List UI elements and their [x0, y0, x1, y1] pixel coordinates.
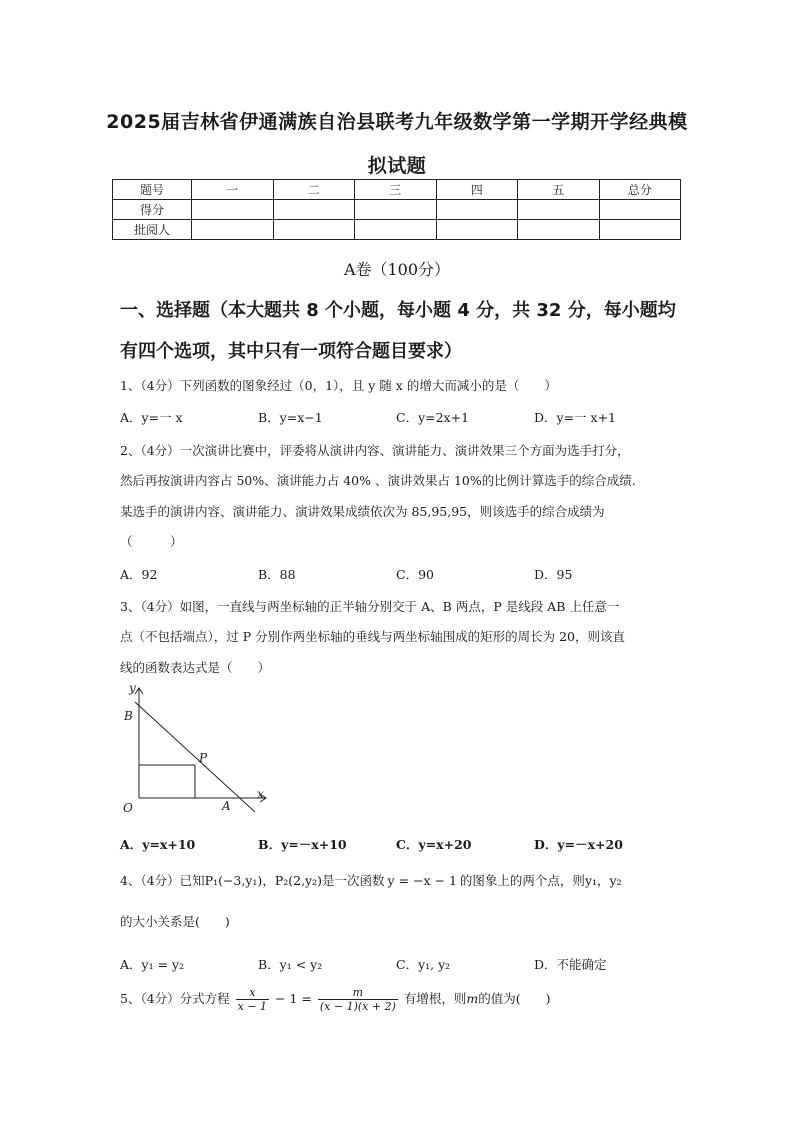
title-line-2: 拟试题 [367, 155, 427, 177]
table-header-cell: 一 [192, 180, 274, 200]
score-cell[interactable] [355, 220, 437, 240]
q5-prefix: 5、（4分）分式方程 [120, 991, 230, 1006]
score-cell[interactable] [599, 200, 681, 220]
score-cell[interactable] [436, 200, 518, 220]
q5-fraction-1-denominator: x − 1 [237, 1000, 268, 1013]
q4-suffix: 的图象上的两个点，则 [459, 873, 585, 888]
q2-line-4: （ ） [120, 534, 183, 549]
q3-line-3: 线的函数表达式是（ ） [120, 660, 271, 675]
q1-option-d[interactable]: D．y=一 x+1 [534, 410, 617, 425]
q2-option-b[interactable]: B．88 [258, 567, 296, 582]
score-table-row [113, 220, 681, 240]
q5-minus-one: − 1 = [275, 991, 312, 1006]
q4-function: y = −x − 1 [387, 873, 457, 888]
table-header-cell: 总分 [599, 180, 681, 200]
label-y: y [129, 681, 136, 695]
score-table [112, 179, 681, 240]
q4-point-2: P₂(2,y₂) [274, 873, 323, 888]
q4-vars: y₁，y₂ [584, 873, 622, 888]
q2-line-3: 某选手的演讲内容、演讲能力、演讲效果成绩依次为 85,95,95，则该选手的综合成绩为 [120, 504, 605, 519]
score-cell[interactable] [599, 220, 681, 240]
q5-fraction-2 [318, 986, 398, 1013]
q2-line-1: 2、（4分）一次演讲比赛中，评委将从演讲内容、演讲能力、演讲效果三个方面为选手打分， [120, 443, 630, 458]
part-one-heading-line-1: 一、选择题（本大题共 8 个小题，每小题 4 分，共 32 分，每小题均 [120, 300, 676, 321]
table-header-cell: 五 [518, 180, 600, 200]
q2-option-a[interactable]: A．92 [120, 567, 158, 582]
q2-option-d[interactable]: D．95 [534, 567, 573, 582]
q4-option-b[interactable]: B．y₁ < y₂ [258, 957, 323, 972]
score-cell[interactable] [273, 220, 355, 240]
q4-mid: 是一次函数 [322, 873, 385, 888]
score-cell[interactable] [518, 200, 600, 220]
label-p: P [199, 751, 208, 765]
score-cell[interactable] [518, 220, 600, 240]
q5-fraction-2-denominator: (x − 1)(x + 2) [319, 1000, 396, 1013]
q4-line-2: 的大小关系是( ) [120, 914, 230, 929]
q4-prefix: 4、（4分）已知 [120, 873, 205, 888]
q4-option-c[interactable]: C．y₁, y₂ [396, 957, 451, 972]
q4-option-d[interactable]: D．不能确定 [534, 957, 607, 972]
q3-option-a[interactable]: A．y=x+10 [120, 837, 196, 852]
score-table-header-row [113, 180, 681, 200]
q5-suffix: 有增根，则 [403, 991, 467, 1006]
title-line-1: 2025届吉林省伊通满族自治县联考九年级数学第一学期开学经典模 [106, 111, 688, 133]
label-a: A [222, 799, 231, 813]
score-table-row [113, 200, 681, 220]
score-cell[interactable] [192, 200, 274, 220]
table-header-cell: 题号 [113, 180, 192, 200]
q1-option-a[interactable]: A．y=一 x [120, 410, 183, 425]
table-header-cell: 三 [355, 180, 437, 200]
perpendicular-lines [139, 765, 195, 798]
score-cell[interactable] [273, 200, 355, 220]
section-a-title: A卷（100分） [343, 260, 451, 279]
row-label: 批阅人 [113, 220, 192, 240]
score-cell[interactable] [355, 200, 437, 220]
q5-fraction-2-numerator: m [318, 986, 398, 1000]
q4-point-1: P₁(−3,y₁) [204, 873, 263, 888]
table-header-cell: 四 [436, 180, 518, 200]
label-o: O [123, 801, 133, 815]
q5-fraction-1-numerator: x [236, 986, 269, 1000]
q1-stem: 1、（4分）下列函数的图象经过（0，1），且 y 随 x 的增大而减小的是（ ） [120, 378, 557, 393]
q3-figure [115, 680, 275, 820]
q3-line-2: 点（不包括端点），过 P 分别作两坐标轴的垂线与两坐标轴围成的矩形的周长为 20，则该直 [120, 629, 625, 644]
label-x: x [257, 787, 264, 801]
q3-option-d[interactable]: D．y=－x+20 [534, 837, 623, 852]
q4-option-a[interactable]: A．y₁ = y₂ [120, 957, 185, 972]
score-cell[interactable] [192, 220, 274, 240]
part-one-heading-line-2: 有四个选项，其中只有一项符合题目要求） [120, 341, 462, 362]
score-cell[interactable] [436, 220, 518, 240]
q1-option-b[interactable]: B．y=x−1 [258, 410, 323, 425]
row-label: 得分 [113, 200, 192, 220]
q2-line-2: 然后再按演讲内容占 50%、演讲能力占 40% 、演讲效果占 10%的比例计算选手的综合成绩. [120, 473, 636, 488]
table-header-cell: 二 [273, 180, 355, 200]
label-b: B [124, 709, 133, 723]
q5-end: 的值为( ) [478, 991, 551, 1006]
q4-separator: ， [262, 873, 275, 888]
q1-option-c[interactable]: C．y=2x+1 [396, 410, 470, 425]
q3-option-b[interactable]: B．y=－x+10 [258, 837, 347, 852]
q3-option-c[interactable]: C．y=x+20 [396, 837, 472, 852]
q5-var: m [466, 991, 479, 1006]
q4-line-1 [120, 871, 622, 889]
q5-stem [120, 986, 551, 1013]
q2-option-c[interactable]: C．90 [396, 567, 434, 582]
q3-line-1: 3、（4分）如图，一直线与两坐标轴的正半轴分别交于 A、B 两点，P 是线段 AB 上任意一 [120, 599, 620, 614]
q5-fraction-1 [236, 986, 269, 1013]
